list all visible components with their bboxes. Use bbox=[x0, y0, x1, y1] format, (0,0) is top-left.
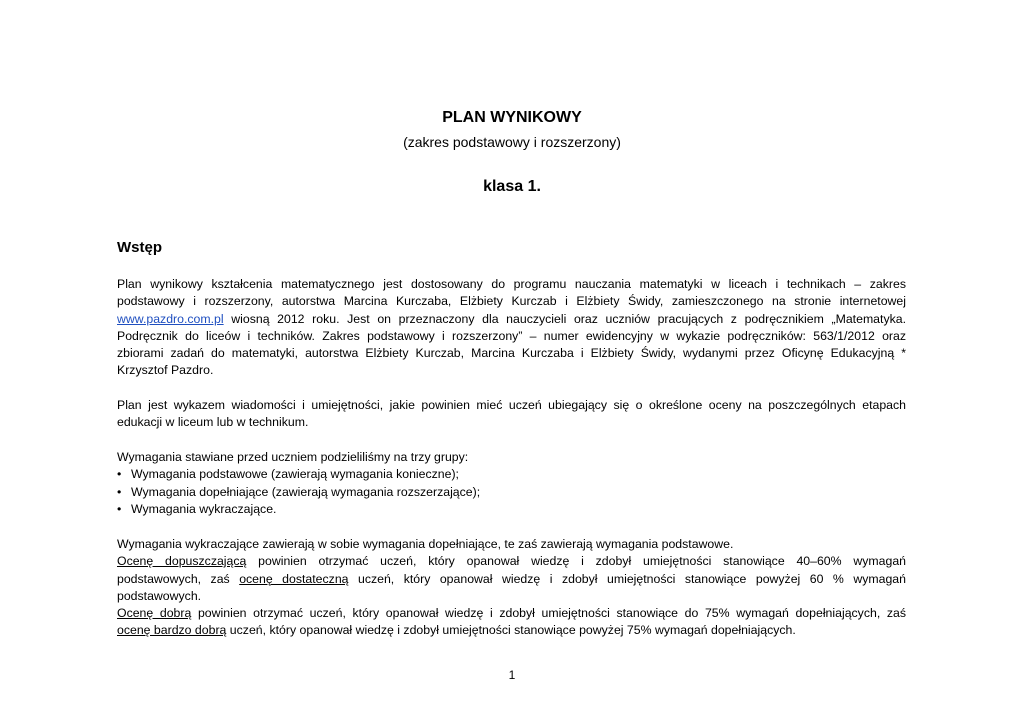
paragraph-line: zbiorami zadań do matematyki, autorstwa Elżbiety Kurczab, Marcina Kurczaba i Elżbiety Świdy, wydanymi przez Oficynę Edukacyjną * bbox=[117, 346, 906, 361]
paragraph-line: Podręcznik do liceów i techników. Zakres podstawowy i rozszerzony” – numer ewidencyjny w wykazie podręczników: 563/1/2012 oraz bbox=[117, 328, 906, 343]
list-item-text: Wymagania dopełniające (zawierają wymagania rozszerzające); bbox=[131, 484, 481, 499]
paragraph-intro bbox=[117, 276, 906, 380]
grade-dopuszczajaca: Ocenę dopuszczającą bbox=[117, 554, 247, 569]
section-heading: Wstęp bbox=[117, 239, 162, 256]
document-subtitle: (zakres podstawowy i rozszerzony) bbox=[403, 134, 621, 150]
paragraph-line-text: powinien otrzymać uczeń, który opanował wiedzę i zdobył umiejętności stanowiące do 75% wymagań dopełniających, zaś bbox=[191, 606, 906, 621]
paragraph-line: Plan wynikowy kształcenia matematycznego jest dostosowany do programu nauczania matematyki w liceach i technikach – zakres bbox=[117, 277, 906, 291]
paragraph-line bbox=[117, 622, 906, 639]
paragraph-line bbox=[117, 311, 906, 328]
paragraph-line bbox=[117, 571, 906, 588]
grade-bardzo-dobra: ocenę bardzo dobrą bbox=[117, 623, 227, 638]
bullet-icon: • bbox=[117, 501, 122, 516]
document-title: PLAN WYNIKOWY bbox=[442, 109, 582, 126]
paragraph-grades bbox=[117, 536, 906, 640]
grade-dostateczna: ocenę dostateczną bbox=[239, 571, 349, 586]
requirements-list-block bbox=[117, 449, 906, 518]
grade-dobra: Ocenę dobrą bbox=[117, 606, 192, 621]
list-item bbox=[117, 501, 906, 518]
paragraph-line: Krzysztof Pazdro. bbox=[117, 363, 214, 378]
paragraph-line: edukacji w liceum lub w technikum. bbox=[117, 415, 309, 430]
page-number: 1 bbox=[508, 668, 516, 682]
pazdro-link[interactable]: www.pazdro.com.pl bbox=[117, 311, 224, 326]
paragraph-line-text: uczeń, który opanował wiedzę i zdobył umiejętności stanowiące powyżej 75% wymagań dopełniających. bbox=[226, 623, 796, 638]
list-item bbox=[117, 466, 906, 483]
class-label: klasa 1. bbox=[483, 178, 541, 195]
paragraph-line: podstawowych. bbox=[117, 588, 202, 603]
paragraph-line-text: wiosną 2012 roku. Jest on przeznaczony dla nauczycieli oraz uczniów pracujących z podręcznikiem „Matematyka. bbox=[223, 311, 906, 326]
bullet-icon: • bbox=[117, 467, 122, 482]
paragraph-line: podstawowy i rozszerzony, autorstwa Marcina Kurczaba, Elżbiety Kurczab i Elżbiety Świdy, zamieszczonego na stronie internetowej bbox=[117, 294, 906, 309]
paragraph-line-text: uczeń, który opanował wiedzę i zdobył umiejętności stanowiące powyżej 60 % wymagań bbox=[348, 571, 906, 586]
paragraph-line: Wymagania wykraczające zawierają w sobie wymagania dopełniające, te zaś zawierają wymagania podstawowe. bbox=[117, 537, 734, 551]
paragraph-line bbox=[117, 553, 906, 570]
bullet-icon: • bbox=[117, 484, 122, 499]
list-item-text: Wymagania wykraczające. bbox=[131, 501, 277, 516]
list-item bbox=[117, 484, 906, 501]
paragraph-line-text: powinien otrzymać uczeń, który opanował wiedzę i zdobył umiejętności stanowiące 40–60% wymagań bbox=[246, 554, 906, 569]
paragraph-plan bbox=[117, 397, 906, 432]
paragraph-line: Plan jest wykazem wiadomości i umiejętności, jakie powinien mieć uczeń ubiegający się o określone oceny na poszczególnych etapach bbox=[117, 398, 906, 412]
paragraph-line bbox=[117, 605, 906, 622]
requirements-intro: Wymagania stawiane przed uczniem podzieliliśmy na trzy grupy: bbox=[117, 450, 469, 464]
paragraph-line-text: podstawowych, zaś bbox=[117, 571, 240, 586]
list-item-text: Wymagania podstawowe (zawierają wymagania konieczne); bbox=[131, 467, 459, 482]
